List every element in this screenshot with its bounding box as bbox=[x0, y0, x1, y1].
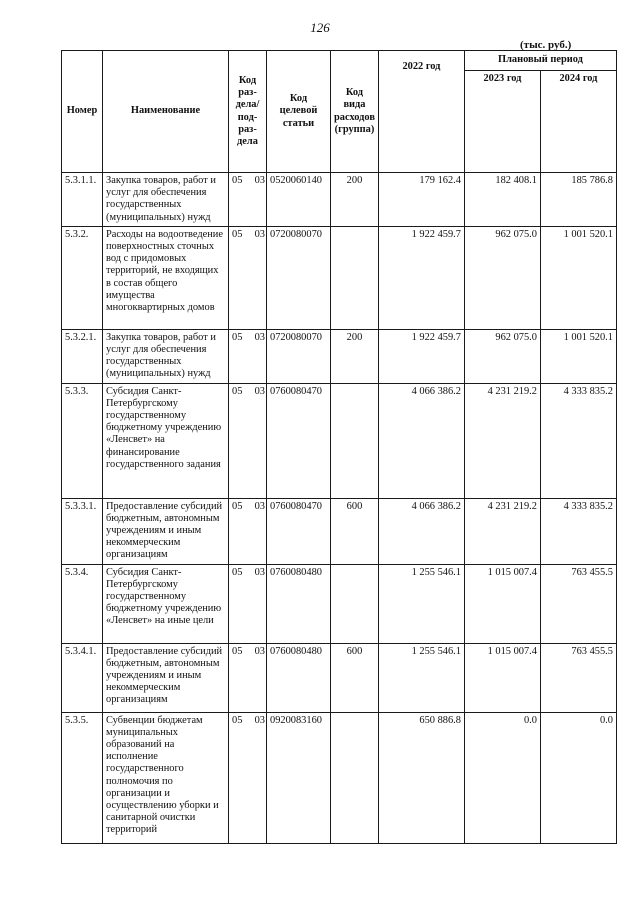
row-section: 05 bbox=[232, 331, 243, 343]
row-section-code bbox=[229, 329, 267, 383]
row-value-2023: 962 075.0 bbox=[464, 226, 540, 329]
row-value-2024: 4 333 835.2 bbox=[540, 498, 616, 564]
row-section: 05 bbox=[232, 714, 243, 726]
row-number: 5.3.3. bbox=[62, 383, 103, 498]
row-section-code bbox=[229, 226, 267, 329]
row-value-2023: 4 231 219.2 bbox=[464, 383, 540, 498]
table-row bbox=[62, 498, 617, 564]
header-planned-period: Плановый период bbox=[464, 51, 616, 71]
row-value-2022: 1 922 459.7 bbox=[378, 329, 464, 383]
header-2022: 2022 год bbox=[378, 51, 464, 173]
row-number: 5.3.2. bbox=[62, 226, 103, 329]
header-section-code: Код раз-дела/ под-раз-дела bbox=[229, 51, 267, 173]
row-expense-type bbox=[331, 564, 379, 643]
row-value-2023: 1 015 007.4 bbox=[464, 643, 540, 712]
table-row bbox=[62, 226, 617, 329]
row-name: Предоставление субсидий бюджетным, автономным учреждениям и иным некоммерческим организациям bbox=[103, 498, 229, 564]
row-expense-type: 600 bbox=[331, 498, 379, 564]
row-subsection: 03 bbox=[254, 714, 265, 726]
header-expense-type: Код вида расходов (группа) bbox=[331, 51, 379, 173]
units-label: (тыс. руб.) bbox=[520, 39, 572, 51]
row-value-2023: 0.0 bbox=[464, 712, 540, 843]
row-value-2022: 1 922 459.7 bbox=[378, 226, 464, 329]
row-value-2024: 0.0 bbox=[540, 712, 616, 843]
row-target-code: 0760080470 bbox=[267, 498, 331, 564]
row-value-2024: 763 455.5 bbox=[540, 564, 616, 643]
row-target-code: 0760080470 bbox=[267, 383, 331, 498]
row-number: 5.3.4.1. bbox=[62, 643, 103, 712]
row-expense-type: 600 bbox=[331, 643, 379, 712]
row-subsection: 03 bbox=[254, 500, 265, 512]
row-subsection: 03 bbox=[254, 566, 265, 578]
row-value-2022: 4 066 386.2 bbox=[378, 498, 464, 564]
row-section-code bbox=[229, 643, 267, 712]
header-2024: 2024 год bbox=[540, 71, 616, 173]
row-name: Закупка товаров, работ и услуг для обеспечения государственных (муниципальных) нужд bbox=[103, 173, 229, 227]
header-name: Наименование bbox=[103, 51, 229, 173]
row-section: 05 bbox=[232, 566, 243, 578]
row-section-code bbox=[229, 173, 267, 227]
table-body bbox=[62, 173, 617, 844]
row-name: Предоставление субсидий бюджетным, автономным учреждениям и иным некоммерческим организациям bbox=[103, 643, 229, 712]
table-row bbox=[62, 173, 617, 227]
row-section: 05 bbox=[232, 385, 243, 397]
table-row bbox=[62, 383, 617, 498]
row-section-code bbox=[229, 498, 267, 564]
row-value-2023: 962 075.0 bbox=[464, 329, 540, 383]
row-expense-type: 200 bbox=[331, 173, 379, 227]
row-subsection: 03 bbox=[254, 645, 265, 657]
row-value-2022: 1 255 546.1 bbox=[378, 564, 464, 643]
row-target-code: 0760080480 bbox=[267, 643, 331, 712]
row-number: 5.3.1.1. bbox=[62, 173, 103, 227]
row-target-code: 0920083160 bbox=[267, 712, 331, 843]
row-number: 5.3.2.1. bbox=[62, 329, 103, 383]
row-section-code bbox=[229, 712, 267, 843]
row-section-code bbox=[229, 383, 267, 498]
row-value-2022: 4 066 386.2 bbox=[378, 383, 464, 498]
row-value-2022: 179 162.4 bbox=[378, 173, 464, 227]
row-name: Субсидия Санкт-Петербургскому государственному бюджетному учреждению «Ленсвет» на иные цели bbox=[103, 564, 229, 643]
row-name: Субсидия Санкт-Петербургскому государственному бюджетному учреждению «Ленсвет» на финансирование государственного задания bbox=[103, 383, 229, 498]
row-subsection: 03 bbox=[254, 331, 265, 343]
row-target-code: 0520060140 bbox=[267, 173, 331, 227]
row-section: 05 bbox=[232, 645, 243, 657]
header-target-code: Код целевой статьи bbox=[267, 51, 331, 173]
row-subsection: 03 bbox=[254, 385, 265, 397]
row-number: 5.3.4. bbox=[62, 564, 103, 643]
row-expense-type bbox=[331, 383, 379, 498]
row-value-2023: 182 408.1 bbox=[464, 173, 540, 227]
header-number: Номер bbox=[62, 51, 103, 173]
row-value-2023: 1 015 007.4 bbox=[464, 564, 540, 643]
row-target-code: 0720080070 bbox=[267, 329, 331, 383]
row-section-code bbox=[229, 564, 267, 643]
row-section: 05 bbox=[232, 175, 243, 186]
row-value-2022: 650 886.8 bbox=[378, 712, 464, 843]
budget-table bbox=[61, 50, 617, 844]
row-target-code: 0760080480 bbox=[267, 564, 331, 643]
row-section: 05 bbox=[232, 500, 243, 512]
row-value-2024: 185 786.8 bbox=[540, 173, 616, 227]
header-2023: 2023 год bbox=[464, 71, 540, 173]
row-value-2023: 4 231 219.2 bbox=[464, 498, 540, 564]
row-value-2024: 763 455.5 bbox=[540, 643, 616, 712]
row-subsection: 03 bbox=[254, 175, 265, 186]
row-expense-type bbox=[331, 712, 379, 843]
row-value-2022: 1 255 546.1 bbox=[378, 643, 464, 712]
row-value-2024: 4 333 835.2 bbox=[540, 383, 616, 498]
row-name: Расходы на водоотведение поверхностных сточных вод с придомовых территорий, не входящих в состав общего имущества многоквартирных домов bbox=[103, 226, 229, 329]
row-value-2024: 1 001 520.1 bbox=[540, 226, 616, 329]
row-name: Субвенции бюджетам муниципальных образований на исполнение государственного полномочия по организации и осуществлению уборки и санитарной очистки территорий bbox=[103, 712, 229, 843]
row-name: Закупка товаров, работ и услуг для обеспечения государственных (муниципальных) нужд bbox=[103, 329, 229, 383]
row-value-2024: 1 001 520.1 bbox=[540, 329, 616, 383]
table-row bbox=[62, 329, 617, 383]
row-expense-type bbox=[331, 226, 379, 329]
page-number: 126 bbox=[310, 20, 330, 35]
table-row bbox=[62, 712, 617, 843]
table-row bbox=[62, 564, 617, 643]
row-number: 5.3.5. bbox=[62, 712, 103, 843]
row-expense-type: 200 bbox=[331, 329, 379, 383]
row-section: 05 bbox=[232, 228, 243, 240]
table-row bbox=[62, 643, 617, 712]
row-number: 5.3.3.1. bbox=[62, 498, 103, 564]
row-subsection: 03 bbox=[254, 228, 265, 240]
row-target-code: 0720080070 bbox=[267, 226, 331, 329]
